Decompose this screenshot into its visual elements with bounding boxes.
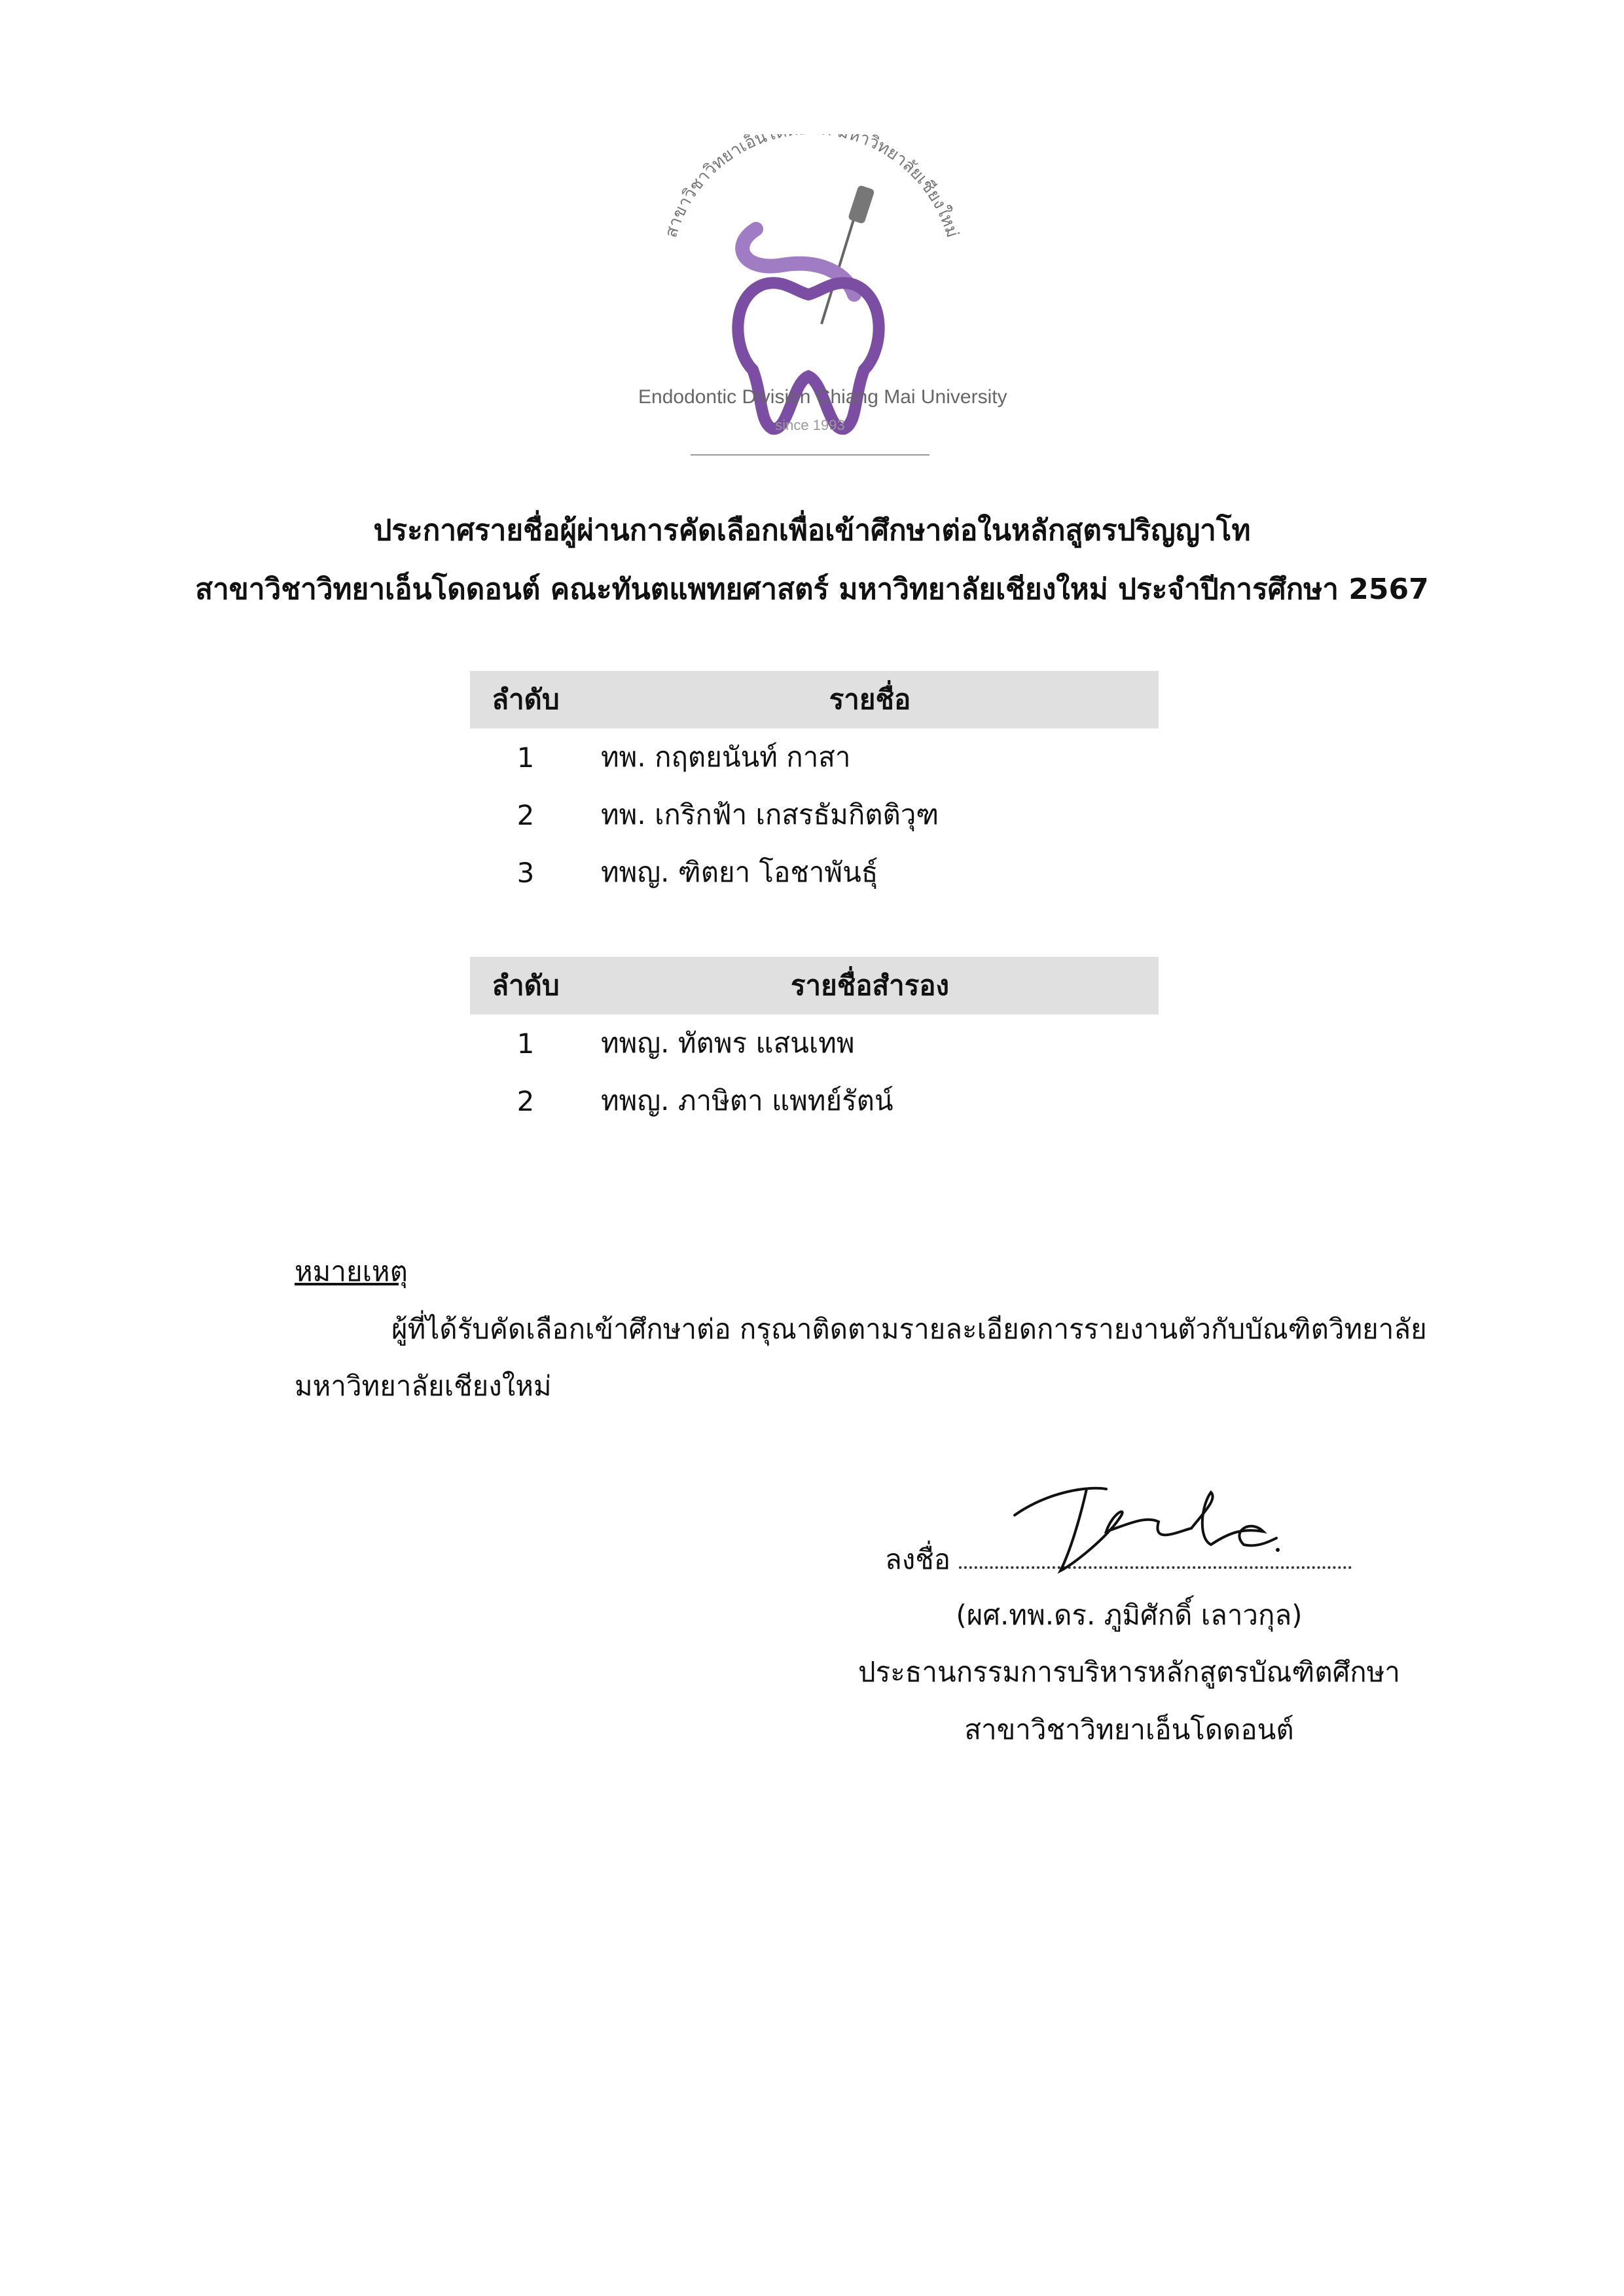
table-row <box>470 1014 1159 1072</box>
row-number: 2 <box>516 1085 535 1117</box>
row-number: 2 <box>516 798 535 831</box>
note-text-line1: ผู้ที่ได้รับคัดเลือกเข้าศึกษาต่อ กรุณาติดตามรายละเอียดการรายงานตัวกับบัณฑิตวิทยาลัย <box>391 1313 1427 1345</box>
table-row <box>470 786 1159 844</box>
signer-position-line2: สาขาวิชาวิทยาเอ็นโดดอนต์ <box>964 1713 1294 1746</box>
table-row <box>470 728 1159 786</box>
table-row <box>470 1072 1159 1130</box>
handwritten-signature <box>1008 1466 1283 1584</box>
header-name: รายชื่อ <box>581 671 1159 728</box>
reserve-candidates-table <box>470 957 1159 1130</box>
candidate-name: ทพ. กฤตยนันท์ กาสา <box>601 741 851 773</box>
row-number: 1 <box>516 741 535 774</box>
row-number: 1 <box>516 1027 535 1060</box>
header-reserve-name: รายชื่อสำรอง <box>581 957 1159 1014</box>
table-header-row <box>470 957 1159 1014</box>
signer-position-line1: ประธานกรรมการบริหารหลักสูตรบัณฑิตศึกษา <box>857 1656 1400 1688</box>
reserve-name: ทพญ. ภาษิตา แพทย์รัตน์ <box>601 1085 893 1117</box>
logo-arc-text: สาขาวิชาวิทยาเอ็นโ หาวิทยาลัยเชียงใหม่ <box>661 134 962 240</box>
selected-candidates-table <box>470 671 1159 901</box>
division-logo <box>612 134 1008 491</box>
logo-since: since 1993 <box>775 417 845 433</box>
tooth-logo-graphic <box>612 134 1008 491</box>
reserve-name: ทพญ. ทัตพร แสนเทพ <box>601 1027 855 1059</box>
row-number: 3 <box>516 856 535 889</box>
header-order: ลำดับ <box>470 957 581 1014</box>
signer-name: (ผศ.ทพ.ดร. ภูมิศักดิ์ เลาวกุล) <box>956 1599 1303 1631</box>
announcement-title-line2: สาขาวิชาวิทยาเอ็นโดดอนต์ คณะทันตแพทยศาสตร์ มหาวิทยาลัยเชียงใหม่ ประจำปีการศึกษา 2567 <box>195 573 1429 606</box>
header-order: ลำดับ <box>470 671 581 728</box>
note-heading: หมายเหตุ <box>295 1255 408 1287</box>
table-row <box>470 844 1159 901</box>
candidate-name: ทพ. เกริกฟ้า เกสรธัมกิตติวุฑ <box>601 798 939 831</box>
signature-label: ลงชื่อ <box>885 1543 950 1575</box>
logo-caption: Endodontic Division Chiang Mai University <box>638 386 1007 408</box>
announcement-title-line1: ประกาศรายชื่อผู้ผ่านการคัดเลือกเพื่อเข้าศึกษาต่อในหลักสูตรปริญญาโท <box>373 514 1251 547</box>
note-text-line2: มหาวิทยาลัยเชียงใหม่ <box>295 1370 552 1402</box>
table-header-row <box>470 671 1159 728</box>
candidate-name: ทพญ. ฑิตยา โอชาพันธุ์ <box>601 856 878 888</box>
